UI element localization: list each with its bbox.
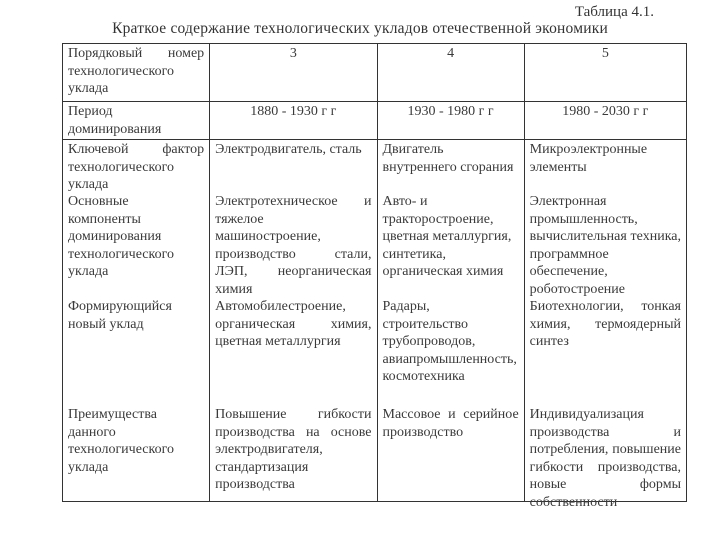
table-label: Таблица 4.1. bbox=[574, 4, 654, 20]
row-label-forming: Формирующийся новый уклад bbox=[68, 299, 172, 332]
cell-number-4: 4 bbox=[377, 44, 524, 102]
row-label-key-factor: Ключевой фактор технологического уклада bbox=[68, 142, 205, 192]
cell-advantages-5: Индивидуализация производства и потребления, повышение гибкости производства, новые формы собственности bbox=[529, 407, 681, 510]
cell-forming-5: Биотехнологии, тонкая химия, термоядерный синтез bbox=[529, 299, 681, 349]
cell-period-3: 1880 - 1930 г г bbox=[210, 102, 377, 140]
cell-number-3: 3 bbox=[210, 44, 377, 102]
cell-advantages-4: Массовое и серийное производство bbox=[382, 407, 519, 440]
cell-forming-3: Автомобилестроение, органическая химия, цветная металлургия bbox=[215, 299, 372, 349]
cell-advantages-3: Повышение гибкости производства на основе электродвигателя, стандартизация производства bbox=[215, 407, 372, 492]
column-uklad-5 bbox=[524, 140, 686, 510]
table-row bbox=[63, 140, 687, 502]
cell-key-factor-5: Микроэлектронные элементы bbox=[529, 142, 648, 175]
table-row bbox=[63, 44, 687, 102]
economy-table bbox=[62, 43, 687, 510]
cell-period-4: 1930 - 1980 г г bbox=[377, 102, 524, 140]
cell-core-components-4: Авто- и тракторостроение, цветная металлургия, синтетика, органическая химия bbox=[382, 194, 512, 279]
table-title: Краткое содержание технологических укладов отечественной экономики bbox=[112, 20, 608, 37]
cell-key-factor-4: Двигатель внутреннего сгорания bbox=[382, 142, 514, 175]
column-uklad-3 bbox=[210, 140, 377, 502]
cell-core-components-5: Электронная промышленность, вычислительная техника, программное обеспечение, роботостроение bbox=[529, 194, 681, 297]
row-label-core-components: Основные компоненты доминирования технологического уклада bbox=[68, 194, 174, 279]
row-label-advantages: Преимущества данного технологического уклада bbox=[68, 407, 174, 475]
table-row bbox=[63, 102, 687, 140]
row-labels-column bbox=[63, 140, 210, 502]
column-uklad-4 bbox=[377, 140, 524, 502]
row-label-period: Период доминирования bbox=[63, 102, 210, 140]
cell-core-components-3: Электротехническое и тяжелое машиностроение, производство стали, ЛЭП, неорганическая химия bbox=[215, 194, 372, 297]
row-label-number: Порядковый номер технологического уклада bbox=[63, 44, 210, 102]
cell-forming-4: Радары, строительство трубопроводов, авиапромышленность, космотехника bbox=[382, 299, 517, 384]
cell-period-5: 1980 - 2030 г г bbox=[524, 102, 686, 140]
cell-key-factor-3: Электродвигатель, сталь bbox=[215, 142, 362, 157]
cell-number-5: 5 bbox=[524, 44, 686, 102]
